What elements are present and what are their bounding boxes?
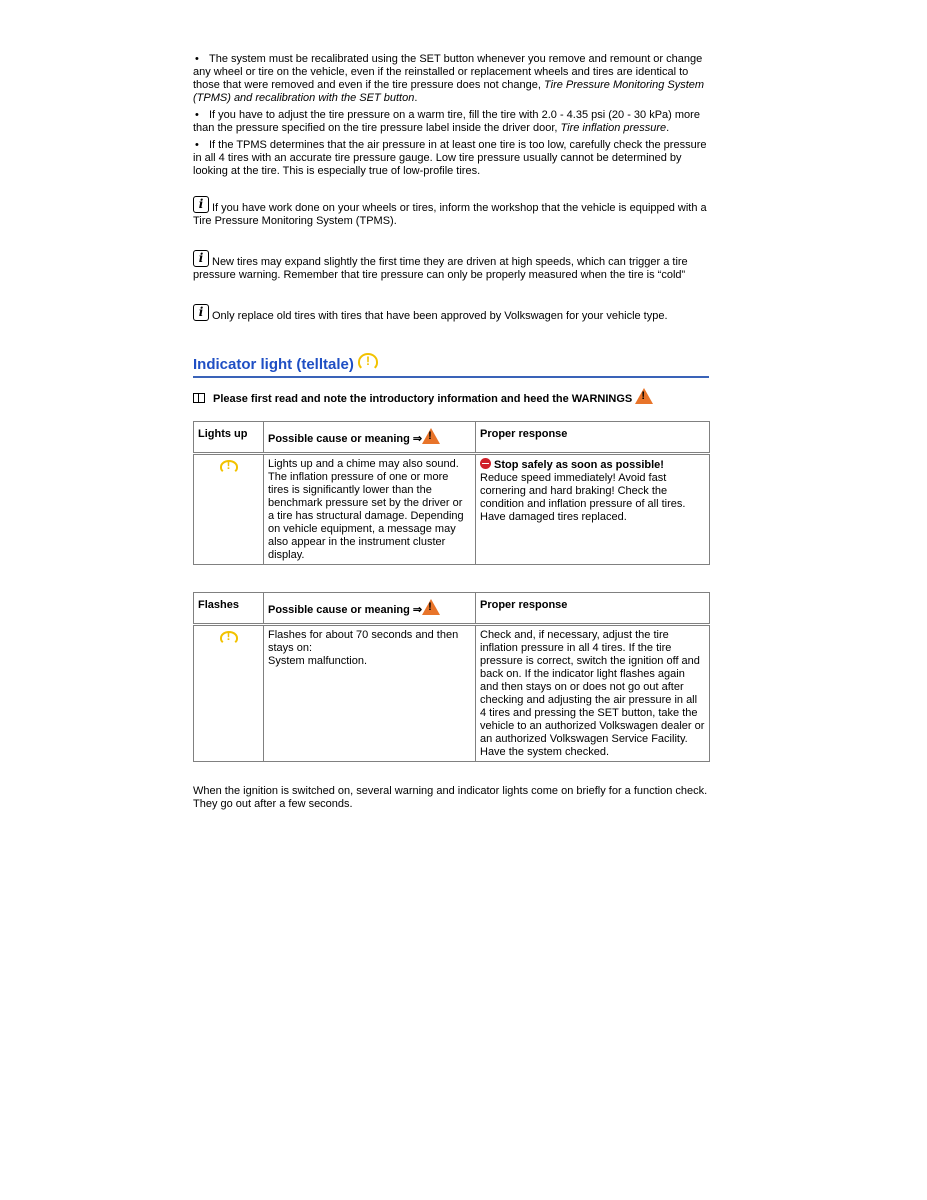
bullet-dot: • xyxy=(195,53,199,65)
info-icon xyxy=(193,196,209,213)
telltale-cell xyxy=(194,454,264,565)
bullet-tail: . xyxy=(666,122,670,134)
tire-pressure-warning-icon xyxy=(358,353,378,371)
info-icon xyxy=(193,304,209,321)
cause-cell: Lights up and a chime may also sound. The inflation pressure of one or more tires is significantly lower than the benchmark pressure set by the driver or a tire has structural damage. Depending on vehicle equipment, a message may also appear in the instrument cluster display. xyxy=(264,454,476,565)
cause-text: Flashes for about 70 seconds and then stays on: xyxy=(268,629,459,654)
warning-triangle-icon[interactable] xyxy=(422,428,440,444)
response-text: Reduce speed immediately! Avoid fast cornering and hard braking! Check the condition and inflation pressure of all tires. Have damaged tires replaced. xyxy=(480,472,686,523)
bullet-item xyxy=(193,139,709,178)
info-note xyxy=(193,250,709,282)
column-header: Lights up xyxy=(194,422,264,454)
intro-text: Please first read and note the introductory information and heed the WARNINGS xyxy=(213,393,633,405)
note-text: If you have work done on your wheels or tires, inform the workshop that the vehicle is equipped with a Tire Pressure Monitoring System (TPMS). xyxy=(193,202,707,227)
bullet-dot: • xyxy=(195,109,199,121)
response-cell: Check and, if necessary, adjust the tire inflation pressure in all 4 tires. If the tire pressure is correct, switch the ignition off and back on. If the indicator light flashes again and then stays on or does not go out after checking and adjusting the air pressure in all 4 tires and pressing the SET button, take the vehicle to an authorized Volkswagen dealer or an authorized Volkswagen Service Facility. Have the system checked. xyxy=(476,625,710,762)
cause-cell xyxy=(264,625,476,762)
footer-paragraph: When the ignition is switched on, several warning and indicator lights come on briefly for a function check. They go out after a few seconds. xyxy=(193,785,708,810)
cross-reference[interactable]: Tire Pressure Monitoring System (TPMS) and recalibration with the SET button xyxy=(193,79,705,104)
table-row xyxy=(194,625,710,762)
column-header-label: Possible cause or meaning ⇒ xyxy=(268,433,423,445)
column-header xyxy=(264,422,476,454)
stop-icon xyxy=(480,458,491,469)
bullet-dot: • xyxy=(195,139,199,151)
column-header: Flashes xyxy=(194,593,264,625)
book-icon xyxy=(193,393,205,402)
intro-line xyxy=(193,388,709,406)
note-text: New tires may expand slightly the first time they are driven at high speeds, which can trigger a tire pressure warning. Remember that tire pressure can only be properly measured when the tire is “cold” xyxy=(193,256,688,281)
bullet-text: The system must be recalibrated using the SET button whenever you remove and remount or change any wheel or tire on the vehicle, even if the reinstalled or replacement wheels and tires are identical to those that were removed and even if the tire pressure does not change, xyxy=(193,53,703,91)
warning-triangle-icon[interactable] xyxy=(422,599,440,615)
section-heading xyxy=(193,353,709,378)
flashes-table xyxy=(193,592,710,762)
cause-text: System malfunction. xyxy=(268,655,368,667)
bullet-tail: . xyxy=(414,92,418,104)
info-note xyxy=(193,304,709,323)
info-note xyxy=(193,196,709,228)
column-header: Proper response xyxy=(476,422,710,454)
bullet-item xyxy=(193,53,709,105)
telltale-cell xyxy=(194,625,264,762)
warning-triangle-icon[interactable] xyxy=(635,388,653,404)
lights-up-table xyxy=(193,421,710,565)
cross-reference[interactable]: Tire inflation pressure xyxy=(560,122,667,134)
column-header xyxy=(264,593,476,625)
response-cell xyxy=(476,454,710,565)
column-header: Proper response xyxy=(476,593,710,625)
tire-pressure-warning-icon xyxy=(220,631,238,645)
note-text: Only replace old tires with tires that have been approved by Volkswagen for your vehicle type. xyxy=(212,310,668,322)
column-header-label: Possible cause or meaning ⇒ xyxy=(268,604,423,616)
bullet-text: If the TPMS determines that the air pressure in at least one tire is too low, carefully check the pressure in all 4 tires with an accurate tire pressure gauge. Low tire pressure usually cannot be determined by looking at the tire. This is especially true of low-profile tires. xyxy=(193,139,707,177)
section-title: Indicator light (telltale) xyxy=(193,356,354,373)
table-header-row xyxy=(194,593,710,625)
info-icon xyxy=(193,250,209,267)
bullet-text: If you have to adjust the tire pressure on a warm tire, fill the tire with 2.0 - 4.35 psi (20 - 30 kPa) more than the pressure specified on the tire pressure label inside the driver door, xyxy=(193,109,700,134)
bullet-item xyxy=(193,109,709,135)
page-content xyxy=(193,53,709,811)
tire-pressure-warning-icon xyxy=(220,460,238,474)
table-header-row xyxy=(194,422,710,454)
table-row xyxy=(194,454,710,565)
stop-instruction: Stop safely as soon as possible! xyxy=(494,459,664,471)
